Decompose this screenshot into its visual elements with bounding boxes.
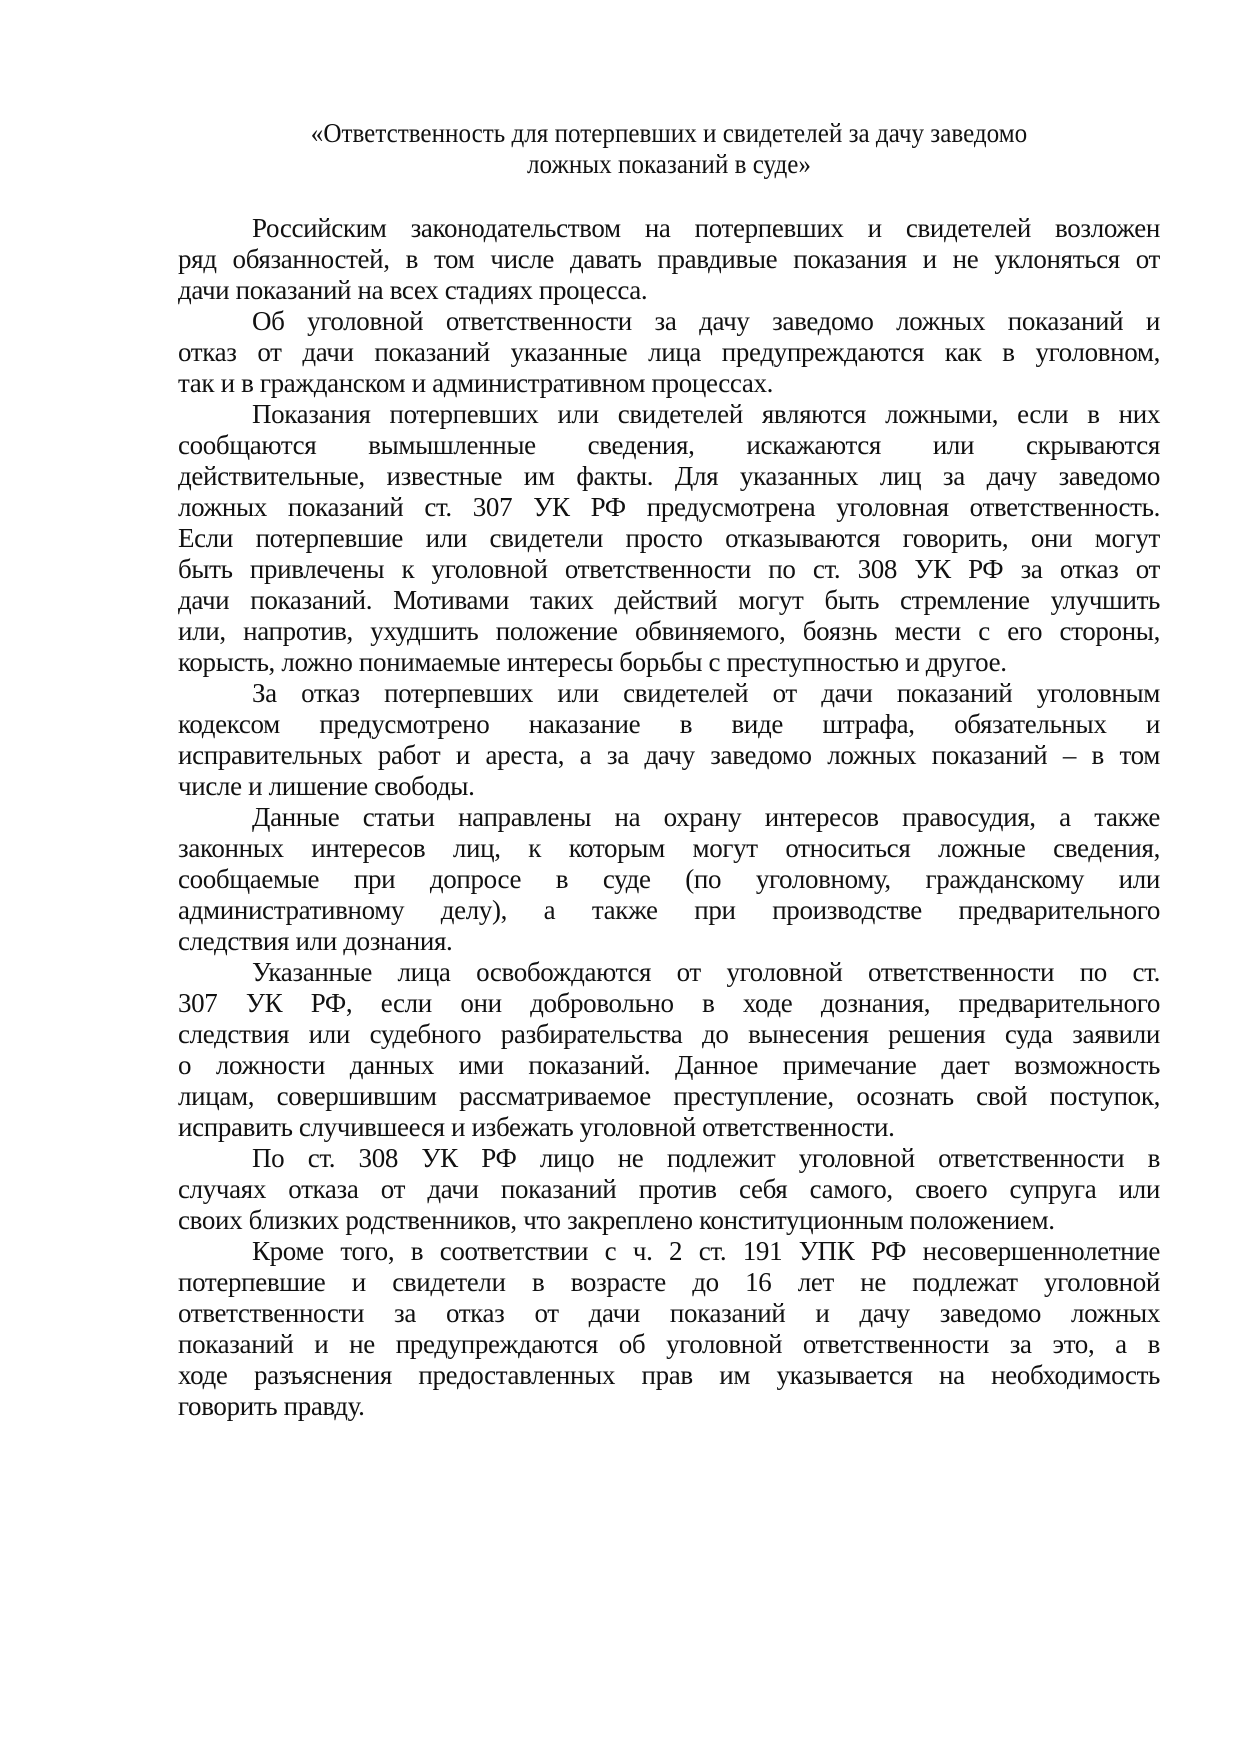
paragraph <box>178 306 1160 399</box>
paragraph-line: Если потерпевшие или свидетели просто отказываются говорить, они могут <box>178 523 1160 553</box>
title-line: «Ответственность для потерпевших и свидетелей за дачу заведомо <box>310 118 1028 148</box>
paragraph-line: лицам, совершившим рассматриваемое преступление, осознать свой поступок, <box>178 1081 1160 1111</box>
paragraph-line: говорить правду. <box>178 1391 365 1421</box>
paragraph-line: По ст. 308 УК РФ лицо не подлежит уголовной ответственности в <box>252 1143 1160 1173</box>
title-line: ложных показаний в суде» <box>527 149 811 179</box>
paragraph <box>178 957 1160 1143</box>
paragraph-line: административному делу), а также при производстве предварительного <box>178 895 1160 925</box>
paragraph <box>178 213 1160 306</box>
paragraph <box>178 678 1160 802</box>
paragraph-line: отказ от дачи показаний указанные лица предупреждаются как в уголовном, <box>178 337 1160 367</box>
paragraph-line: следствия или судебного разбирательства до вынесения решения суда заявили <box>178 1019 1160 1049</box>
document-body <box>178 213 1160 1422</box>
paragraph-line: ложных показаний ст. 307 УК РФ предусмотрена уголовная ответственность. <box>178 492 1160 522</box>
paragraph-line: дачи показаний на всех стадиях процесса. <box>178 275 648 305</box>
paragraph-line: Данные статьи направлены на охрану интересов правосудия, а также <box>252 802 1160 832</box>
paragraph-line: 307 УК РФ, если они добровольно в ходе дознания, предварительного <box>178 988 1160 1018</box>
paragraph <box>178 1236 1160 1422</box>
paragraph-line: так и в гражданском и административном процессах. <box>178 368 774 398</box>
paragraph-line: своих близких родственников, что закреплено конституционным положением. <box>178 1205 1055 1235</box>
paragraph-line: Российским законодательством на потерпевших и свидетелей возложен <box>252 213 1160 243</box>
document-title <box>212 118 1125 180</box>
paragraph <box>178 1143 1160 1236</box>
paragraph-line: о ложности данных ими показаний. Данное примечание дает возможность <box>178 1050 1160 1080</box>
paragraph-line: За отказ потерпевших или свидетелей от дачи показаний уголовным <box>252 678 1160 708</box>
paragraph-line: следствия или дознания. <box>178 926 453 956</box>
paragraph-line: ходе разъяснения предоставленных прав им указывается на необходимость <box>178 1360 1160 1390</box>
paragraph-line: сообщаемые при допросе в суде (по уголовному, гражданскому или <box>178 864 1160 894</box>
paragraph-line: потерпевшие и свидетели в возрасте до 16 лет не подлежат уголовной <box>178 1267 1160 1297</box>
paragraph-line: сообщаются вымышленные сведения, искажаются или скрываются <box>178 430 1160 460</box>
paragraph-line: исправительных работ и ареста, а за дачу заведомо ложных показаний – в том <box>178 740 1160 770</box>
paragraph-line: кодексом предусмотрено наказание в виде штрафа, обязательных и <box>178 709 1160 739</box>
paragraph-line: дачи показаний. Мотивами таких действий могут быть стремление улучшить <box>178 585 1160 615</box>
paragraph-line: случаях отказа от дачи показаний против себя самого, своего супруга или <box>178 1174 1160 1204</box>
paragraph-line: быть привлечены к уголовной ответственности по ст. 308 УК РФ за отказ от <box>178 554 1160 584</box>
paragraph-line: показаний и не предупреждаются об уголовной ответственности за это, а в <box>178 1329 1160 1359</box>
paragraph-line: Указанные лица освобождаются от уголовной ответственности по ст. <box>252 957 1160 987</box>
paragraph-line: или, напротив, ухудшить положение обвиняемого, боязнь мести с его стороны, <box>178 616 1160 646</box>
paragraph-line: действительные, известные им факты. Для указанных лиц за дачу заведомо <box>178 461 1160 491</box>
paragraph-line: числе и лишение свободы. <box>178 771 475 801</box>
paragraph-line: Показания потерпевших или свидетелей являются ложными, если в них <box>252 399 1160 429</box>
paragraph-line: законных интересов лиц, к которым могут относиться ложные сведения, <box>178 833 1160 863</box>
paragraph-line: ответственности за отказ от дачи показаний и дачу заведомо ложных <box>178 1298 1160 1328</box>
paragraph-line: корысть, ложно понимаемые интересы борьбы с преступностью и другое. <box>178 647 1007 677</box>
paragraph-line: Об уголовной ответственности за дачу заведомо ложных показаний и <box>252 306 1160 336</box>
paragraph-line: ряд обязанностей, в том числе давать правдивые показания и не уклоняться от <box>178 244 1160 274</box>
paragraph <box>178 802 1160 957</box>
paragraph <box>178 399 1160 678</box>
paragraph-line: Кроме того, в соответствии с ч. 2 ст. 191 УПК РФ несовершеннолетние <box>252 1236 1160 1266</box>
paragraph-line: исправить случившееся и избежать уголовной ответственности. <box>178 1112 895 1142</box>
